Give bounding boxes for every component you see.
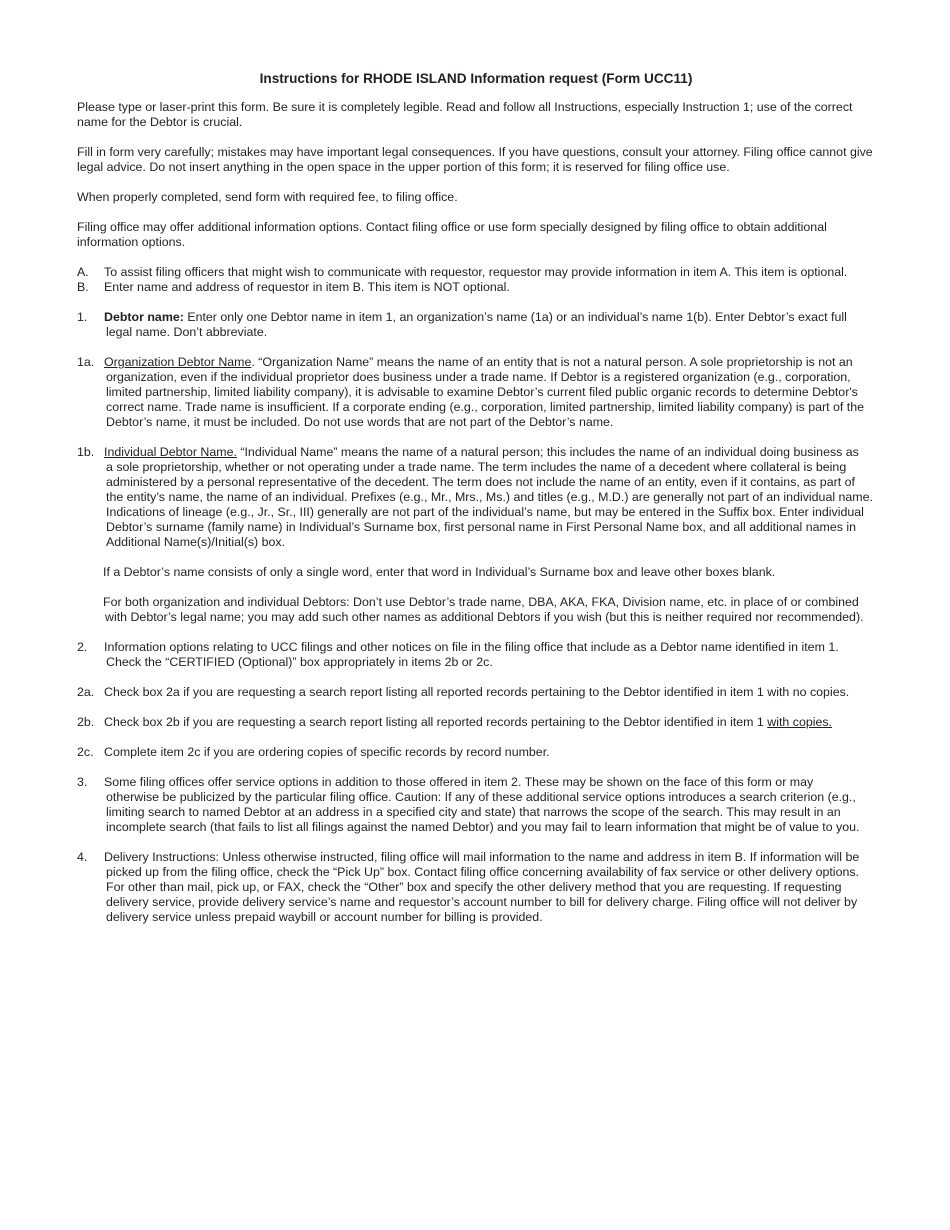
- item-text-rest: Check the “CERTIFIED (Optional)” box appropriately in items 2b or 2c.: [106, 655, 493, 669]
- instruction-item-2c: [77, 745, 875, 760]
- item-text: [104, 310, 875, 325]
- instruction-item-1b: [77, 445, 875, 550]
- item-text: [104, 445, 875, 460]
- note-both-debtors: [77, 595, 875, 625]
- item-text-rest: legal name. Don’t abbreviate.: [106, 325, 268, 339]
- item-label: Debtor name:: [104, 310, 184, 324]
- instruction-item-1a: [77, 355, 875, 430]
- item-number: 1.: [77, 310, 88, 324]
- instruction-item-1: [77, 310, 875, 340]
- instructions-page: [77, 70, 875, 940]
- item-text: Check box 2a if you are requesting a search report listing all reported records pertaining to the Debtor identified in item 1 with no copies.: [104, 685, 850, 699]
- item-text-first: “Individual Name” means the name of a natural person; this includes the name of an individual doing business as: [236, 445, 859, 459]
- item-text: [104, 355, 875, 370]
- intro-paragraph-2: Fill in form very carefully; mistakes may have important legal consequences. If you have questions, consult your attorney. Filing office cannot give legal advice. Do not insert anything in the open space in the upper portion of this form; it is reserved for filing office use.: [77, 145, 873, 174]
- item-text-rest: picked up from the filing office, check the “Pick Up” box. Contact filing office concerning availability of fax service or other delivery options. For other than mail, pick up, or FAX, check the “Other” box and specify the other delivery method that you are requesting. If requesting delivery service, provide delivery service’s name and requestor’s account number to bill for delivery charge. Filing office will not deliver by delivery service unless prepaid waybill or account number for billing is provided.: [106, 865, 859, 924]
- item-text-first: Some filing offices offer service options in addition to those offered in item 2. These may be shown on the face of this form or may: [104, 775, 814, 789]
- item-text-first: Enter only one Debtor name in item 1, an organization’s name (1a) or an individual’s name 1(b). Enter Debtor’s exact full: [183, 310, 847, 324]
- instruction-item-2a: [77, 685, 875, 700]
- item-label: Organization Debtor Name: [104, 355, 252, 369]
- item-number: 2b.: [77, 715, 95, 729]
- item-text-underlined: with copies.: [767, 715, 833, 729]
- item-number: 2.: [77, 640, 88, 654]
- item-label: Individual Debtor Name.: [104, 445, 237, 459]
- item-number: 4.: [77, 850, 88, 864]
- item-number: A.: [77, 265, 89, 279]
- intro-paragraph-3: When properly completed, send form with required fee, to filing office.: [77, 190, 458, 204]
- item-text-first: Information options relating to UCC filings and other notices on file in the filing office that include as a Debtor name identified in item 1.: [104, 640, 839, 654]
- instruction-item-3: [77, 775, 875, 835]
- item-number: 2a.: [77, 685, 95, 699]
- intro-paragraph-1: Please type or laser-print this form. Be sure it is completely legible. Read and follow all Instructions, especially Instruction 1; use of the correct name for the Debtor is crucial.: [77, 100, 853, 129]
- instruction-item-2: [77, 640, 875, 670]
- item-text-main: Check box 2b if you are requesting a search report listing all reported records pertaining to the Debtor identified in item 1: [104, 715, 768, 729]
- instruction-item-a: [77, 265, 875, 280]
- item-text-first: . “Organization Name” means the name of an entity that is not a natural person. A sole proprietorship is not an: [251, 355, 853, 369]
- item-text-rest: a sole proprietorship, whether or not operating under a trade name. The term includes the name of a decedent where collateral is being administered by a personal representative of the decedent. The term does not include the name of an entity, even if it contains, as part of the entity’s name, the name of an individual. Prefixes (e.g., Mr., Mrs., Ms.) and titles (e.g., M.D.) are generally not part of an individual name. Indications of lineage (e.g., Jr., Sr., III) generally are not part of the individual’s name, but may be entered in the Suffix box. Enter individual Debtor’s surname (family name) in Individual’s Surname box, first personal name in First Personal Name box, and all additional names in Additional Name(s)/Initial(s) box.: [106, 460, 873, 549]
- note-single-word-name: If a Debtor’s name consists of only a single word, enter that word in Individual’s Surname box and leave other boxes blank.: [103, 565, 776, 579]
- item-text: To assist filing officers that might wish to communicate with requestor, requestor may provide information in item A. This item is optional.: [104, 265, 848, 279]
- intro-paragraph-4: Filing office may offer additional information options. Contact filing office or use form specially designed by filing office to obtain additional information options.: [77, 220, 827, 249]
- item-number: 1a.: [77, 355, 95, 369]
- page-title: Instructions for RHODE ISLAND Information request (Form UCC11): [259, 71, 693, 86]
- item-number: 3.: [77, 775, 88, 789]
- item-text: Enter name and address of requestor in item B. This item is NOT optional.: [104, 280, 510, 294]
- item-text: [104, 715, 875, 730]
- item-number: 1b.: [77, 445, 95, 459]
- item-number: 2c.: [77, 745, 94, 759]
- item-text: Complete item 2c if you are ordering copies of specific records by record number.: [104, 745, 550, 759]
- item-text-rest: otherwise be publicized by the particular filing office. Caution: If any of these additional service options introduces a search criterion (e.g., limiting search to named Debtor at an address in a specified city and state) that narrows the scope of the search. This may result in an incomplete search (that fails to list all filings against the named Debtor) and you may fail to learn information that might be of value to you.: [106, 790, 860, 834]
- note-text-first: For both organization and individual Debtors: Don’t use Debtor’s trade name, DBA, AKA, FKA, Division name, etc. in place of or combined: [103, 595, 859, 609]
- instruction-item-2b: [77, 715, 875, 730]
- instruction-item-4: [77, 850, 875, 925]
- instruction-item-b: [77, 280, 875, 295]
- item-text-first: Delivery Instructions: Unless otherwise instructed, filing office will mail information to the name and address in item B. If information will be: [104, 850, 860, 864]
- note-text-rest: with Debtor’s legal name; you may add such other names as additional Debtors if you wish (but this is neither required nor recommended).: [105, 610, 864, 624]
- item-number: B.: [77, 280, 89, 294]
- item-text-rest: organization, even if the individual proprietor does business under a trade name. If Debtor is a registered organization (e.g., corporation, limited partnership, limited liability company), it is advisable to examine Debtor’s current filed public organic records to determine Debtor's correct name. Trade name is insufficient. If a corporate ending (e.g., corporation, limited partnership, limited liability company) is part of the Debtor’s name, it must be included. Do not use words that are not part of the Debtor’s name.: [106, 370, 865, 429]
